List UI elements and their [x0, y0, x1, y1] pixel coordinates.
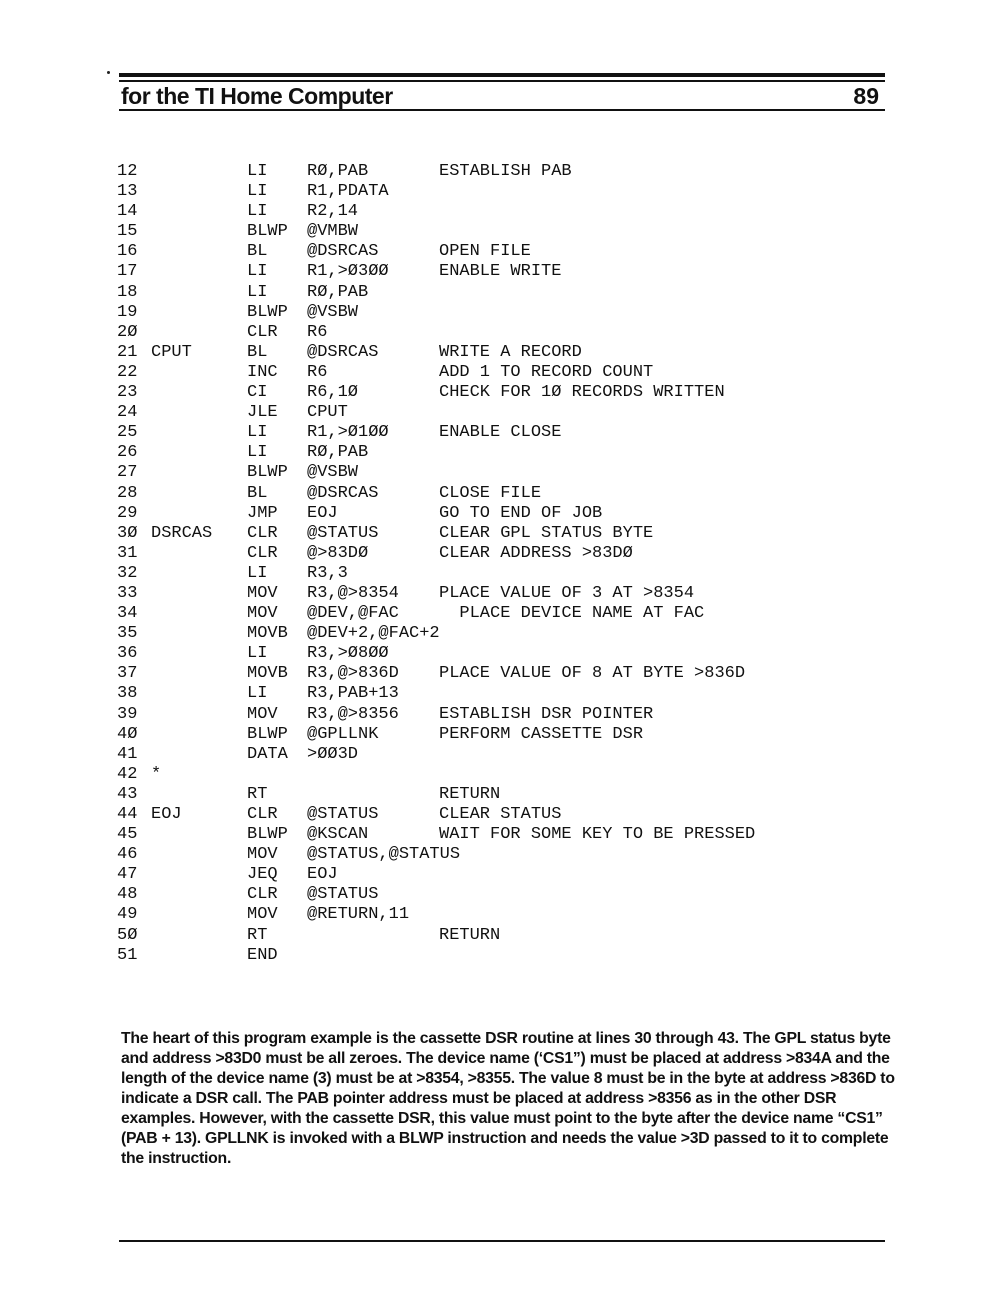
- line-opcode: LI: [247, 443, 268, 463]
- line-number: 28: [117, 483, 138, 503]
- line-number: 33: [117, 583, 138, 603]
- line-number: 14: [117, 202, 138, 222]
- line-number: 35: [117, 624, 138, 644]
- line-number: 47: [117, 865, 138, 885]
- line-comment: OPEN FILE: [439, 242, 531, 262]
- line-number: 2Ø: [117, 322, 138, 342]
- line-operand: RØ,PAB: [307, 282, 369, 302]
- line-opcode: MOV: [247, 583, 278, 603]
- line-opcode: BL: [247, 242, 268, 262]
- line-operand: @STATUS: [307, 885, 379, 905]
- line-number: 48: [117, 885, 138, 905]
- line-comment: RETURN: [439, 784, 501, 804]
- line-opcode: END: [247, 945, 278, 965]
- line-number: 25: [117, 423, 138, 443]
- line-opcode: JMP: [247, 503, 278, 523]
- line-label: *: [151, 764, 162, 784]
- line-comment: PLACE VALUE OF 3 AT >8354: [439, 583, 695, 603]
- line-opcode: MOV: [247, 704, 278, 724]
- line-number: 5Ø: [117, 925, 138, 945]
- line-comment: PLACE DEVICE NAME AT FAC: [439, 604, 705, 624]
- line-number: 43: [117, 784, 138, 804]
- line-opcode: CLR: [247, 322, 278, 342]
- footer-rule: [119, 1240, 885, 1242]
- line-operand: @STATUS: [307, 805, 379, 824]
- line-comment: WAIT FOR SOME KEY TO BE PRESSED: [439, 825, 756, 845]
- line-operand: RØ,PAB: [307, 443, 369, 463]
- line-operand: @DEV,@FAC: [307, 604, 399, 624]
- line-operand: R3,3: [307, 563, 348, 583]
- line-opcode: LI: [247, 162, 268, 181]
- line-number: 12: [117, 162, 138, 181]
- line-number: 13: [117, 182, 138, 202]
- line-operand: R3,@>836D: [307, 664, 399, 684]
- line-operand: R3,@>8354: [307, 583, 399, 603]
- line-opcode: JEQ: [247, 865, 278, 885]
- line-opcode: BLWP: [247, 724, 288, 744]
- line-comment: ESTABLISH PAB: [439, 162, 572, 181]
- line-comment: CLOSE FILE: [439, 483, 542, 503]
- line-number: 36: [117, 644, 138, 664]
- line-operand: @VSBW: [307, 463, 359, 483]
- line-operand: R6: [307, 362, 328, 382]
- header-underline: [119, 109, 885, 111]
- line-opcode: BL: [247, 483, 268, 503]
- line-number: 3Ø: [117, 523, 138, 543]
- line-comment: ESTABLISH DSR POINTER: [439, 704, 654, 724]
- line-opcode: MOV: [247, 604, 278, 624]
- line-number: 15: [117, 222, 138, 242]
- line-number: 17: [117, 262, 138, 282]
- line-label: CPUT: [151, 342, 192, 362]
- line-opcode: LI: [247, 262, 268, 282]
- line-opcode: CLR: [247, 523, 278, 543]
- line-number: 39: [117, 704, 138, 724]
- stray-dot: [107, 71, 110, 74]
- line-operand: >ØØ3D: [307, 744, 359, 764]
- line-number: 38: [117, 684, 138, 704]
- line-operand: @RETURN,11: [307, 905, 410, 925]
- line-comment: PLACE VALUE OF 8 AT BYTE >836D: [439, 664, 746, 684]
- line-operand: EOJ: [307, 865, 338, 885]
- line-operand: RØ,PAB: [307, 162, 369, 181]
- line-operand: R3,PAB+13: [307, 684, 399, 704]
- line-opcode: MOV: [247, 845, 278, 865]
- line-operand: @GPLLNK: [307, 724, 379, 744]
- line-number: 24: [117, 403, 138, 423]
- line-label: DSRCAS: [151, 523, 213, 543]
- line-operand: EOJ: [307, 503, 338, 523]
- page-number: 89: [853, 83, 879, 109]
- line-operand: @DSRCAS: [307, 242, 379, 262]
- line-number: 23: [117, 383, 138, 403]
- line-opcode: LI: [247, 182, 268, 202]
- line-number: 29: [117, 503, 138, 523]
- line-operand: R3,>Ø8ØØ: [307, 644, 389, 664]
- line-opcode: MOVB: [247, 624, 288, 644]
- line-comment: PERFORM CASSETTE DSR: [439, 724, 644, 744]
- running-header-title: for the TI Home Computer: [121, 83, 393, 109]
- line-operand: @DEV+2,@FAC+2: [307, 624, 440, 644]
- line-operand: R6: [307, 322, 328, 342]
- line-number: 37: [117, 664, 138, 684]
- line-operand: @VSBW: [307, 302, 359, 322]
- line-opcode: BLWP: [247, 825, 288, 845]
- line-opcode: LI: [247, 563, 268, 583]
- line-comment: RETURN: [439, 925, 501, 945]
- line-opcode: LI: [247, 282, 268, 302]
- line-number: 44: [117, 805, 138, 824]
- line-number: 34: [117, 604, 138, 624]
- line-operand: @DSRCAS: [307, 483, 379, 503]
- line-opcode: RT: [247, 925, 268, 945]
- line-opcode: MOVB: [247, 664, 288, 684]
- line-opcode: BLWP: [247, 302, 288, 322]
- line-opcode: INC: [247, 362, 278, 382]
- line-comment: CHECK FOR 1Ø RECORDS WRITTEN: [439, 383, 725, 403]
- line-number: 18: [117, 282, 138, 302]
- line-operand: @STATUS,@STATUS: [307, 845, 461, 865]
- line-opcode: CLR: [247, 805, 278, 824]
- line-number: 19: [117, 302, 138, 322]
- line-operand: @KSCAN: [307, 825, 369, 845]
- line-opcode: LI: [247, 644, 268, 664]
- line-number: 4Ø: [117, 724, 138, 744]
- line-number: 45: [117, 825, 138, 845]
- line-number: 26: [117, 443, 138, 463]
- line-number: 32: [117, 563, 138, 583]
- line-operand: R3,@>8356: [307, 704, 399, 724]
- line-number: 51: [117, 945, 138, 965]
- line-operand: @STATUS: [307, 523, 379, 543]
- header-rule-thin: [119, 80, 885, 82]
- line-operand: R6,1Ø: [307, 383, 359, 403]
- line-opcode: MOV: [247, 905, 278, 925]
- line-operand: R1,>Ø1ØØ: [307, 423, 389, 443]
- line-comment: WRITE A RECORD: [439, 342, 582, 362]
- line-opcode: BL: [247, 342, 268, 362]
- line-comment: GO TO END OF JOB: [439, 503, 603, 523]
- line-opcode: CI: [247, 383, 268, 403]
- line-operand: R1,>Ø3ØØ: [307, 262, 389, 282]
- line-number: 49: [117, 905, 138, 925]
- line-number: 46: [117, 845, 138, 865]
- line-operand: CPUT: [307, 403, 348, 423]
- line-comment: ENABLE WRITE: [439, 262, 562, 282]
- line-comment: CLEAR GPL STATUS BYTE: [439, 523, 654, 543]
- line-operand: @DSRCAS: [307, 342, 379, 362]
- line-number: 41: [117, 744, 138, 764]
- line-opcode: CLR: [247, 885, 278, 905]
- line-number: 31: [117, 543, 138, 563]
- line-opcode: LI: [247, 202, 268, 222]
- line-number: 21: [117, 342, 138, 362]
- header-rule-thick: [119, 73, 885, 77]
- line-number: 27: [117, 463, 138, 483]
- line-operand: @VMBW: [307, 222, 359, 242]
- line-operand: R2,14: [307, 202, 359, 222]
- line-comment: CLEAR STATUS: [439, 805, 562, 824]
- line-opcode: BLWP: [247, 222, 288, 242]
- line-operand: @>83DØ: [307, 543, 369, 563]
- line-opcode: JLE: [247, 403, 278, 423]
- line-label: EOJ: [151, 805, 182, 824]
- line-comment: ADD 1 TO RECORD COUNT: [439, 362, 654, 382]
- line-comment: ENABLE CLOSE: [439, 423, 562, 443]
- line-opcode: CLR: [247, 543, 278, 563]
- line-opcode: BLWP: [247, 463, 288, 483]
- line-number: 22: [117, 362, 138, 382]
- line-comment: CLEAR ADDRESS >83DØ: [439, 543, 633, 563]
- line-opcode: DATA: [247, 744, 288, 764]
- line-operand: R1,PDATA: [307, 182, 389, 202]
- explanation-paragraph: The heart of this program example is the cassette DSR routine at lines 30 through 43. The GPL status byte and address >83D0 must be all zeroes. The device name (‘CS1”) must be placed at address >834A and the length of the device name (3) must be at >8354, >8355. The value 8 must be in the byte at address >836D to indicate a DSR call. The PAB pointer address must be placed at address >8356 as in the other DSR examples. However, with the cassette DSR, this value must point to the byte after the device name “CS1” (PAB + 13). GPLLNK is invoked with a BLWP instruction and needs the value >3D passed to it to complete the instruction.: [121, 1030, 895, 1167]
- line-number: 16: [117, 242, 138, 262]
- line-opcode: LI: [247, 423, 268, 443]
- line-opcode: LI: [247, 684, 268, 704]
- line-number: 42: [117, 764, 138, 784]
- line-opcode: RT: [247, 784, 268, 804]
